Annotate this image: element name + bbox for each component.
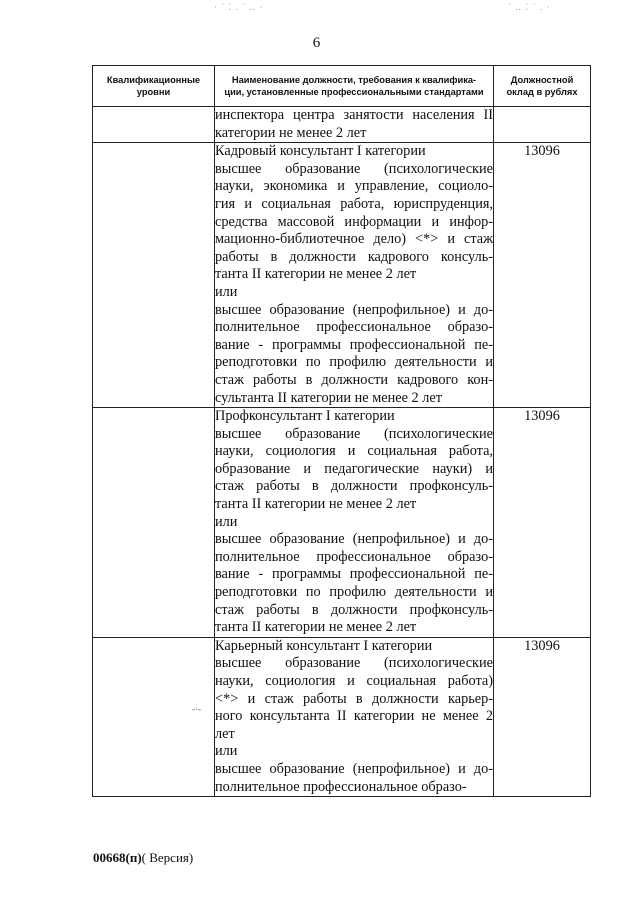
requirement-line: танта II категории не менее 2 лет [215,619,417,636]
qualification-table [92,65,591,797]
scan-artifact-left: · ˙ ⁚ . ˙ ‥ · [214,2,264,12]
requirement-line: Профконсультант I категории [215,408,395,425]
level-cell [93,637,215,796]
requirement-line: полнительное профессиональное образо- [215,548,493,565]
requirement-line: реподготовки по профилю деятельности и [215,584,493,601]
requirement-line: или [215,283,238,300]
requirement-line: высшее образование (непрофильное) и до- [215,531,493,548]
salary-cell [494,107,591,143]
requirement-line: высшее образование (непрофильное) и до- [215,301,493,318]
requirements-cell [215,107,494,143]
requirement-line: науки, социология и социальная работа) [215,673,493,689]
requirement-line: стаж работы в должности кадрового кон- [215,371,493,388]
requirement-line: реподготовки по профилю деятельности и [215,354,493,371]
requirement-line: полнительное профессиональное образо- [215,778,467,795]
table-header-row [93,66,591,107]
requirement-line: лет [215,725,235,742]
requirements-cell [215,143,494,408]
header-position-requirements [215,66,494,107]
table-row [93,408,591,638]
scan-artifact-right: ˙ ‥ ⁚ ˙ . · [508,2,551,12]
requirement-line: категории не менее 2 лет [215,124,367,141]
requirements-cell [215,408,494,638]
table-row [93,637,591,796]
requirement-line: гия и социальная работа, юриспруденция, [215,195,493,212]
header-salary [494,66,591,107]
requirement-line: мационно-библиотечное дело) <*> и стаж [215,231,493,248]
requirement-line: высшее образование (непрофильное) и до- [215,760,493,777]
header-line: оклад в рублях [506,87,578,97]
requirement-line: стаж работы в должности профконсуль- [215,478,493,495]
salary-cell: 13096 [494,637,591,796]
requirement-line: инспектора центра занятости населения II [215,107,493,123]
level-cell [93,143,215,408]
requirement-line: Карьерный консультант I категории [215,637,433,654]
table-row [93,143,591,408]
header-line: Наименование должности, требования к квалифика- [231,75,477,85]
requirement-line: вание - программы профессиональной пе- [215,336,493,353]
header-line: Должностной [510,75,574,85]
salary-cell: 13096 [494,143,591,408]
requirement-line: танта II категории не менее 2 лет [215,266,417,283]
page-number: 6 [312,35,321,51]
requirement-line: полнительное профессиональное образо- [215,319,493,336]
requirement-line: высшее образование (психологические [215,160,493,177]
header-line: Квалификационные [106,75,201,85]
requirement-line: ного консультанта II категории не менее 2 [215,708,493,725]
requirement-line: высшее образование (психологические [215,655,493,672]
requirement-line: науки, социология и социальная работа, [215,443,493,460]
requirement-line: высшее образование (психологические [215,425,493,442]
table-body [93,107,591,797]
requirement-line: <*> и стаж работы в должности карьер- [215,690,493,707]
level-cell [93,107,215,143]
requirement-line: работы в должности кадрового консуль- [215,248,493,265]
header-line: уровни [136,87,171,97]
header-line: ции, установленные профессиональными стандартами [224,87,484,97]
requirement-line: средства массовой информации и инфор- [215,213,493,230]
requirement-line: стаж работы в должности профконсуль- [215,601,493,618]
requirement-line: или [215,743,238,760]
requirement-line: образование и педагогические науки) и [215,460,493,477]
requirement-line: Кадровый консультант I категории [215,143,426,160]
requirement-line: танта II категории не менее 2 лет [215,496,417,513]
level-cell [93,408,215,638]
margin-mark: -·- [192,704,201,714]
table-row [93,107,591,143]
requirement-line: науки, экономика и управление, социоло- [215,178,493,195]
document-code: 00668(п) [93,850,142,865]
requirements-cell [215,637,494,796]
header-qualification-levels [93,66,215,107]
requirement-line: сультанта II категории не менее 2 лет [215,389,442,406]
requirement-line: вание - программы профессиональной пе- [215,566,493,583]
footer-document-code [93,850,193,866]
salary-cell: 13096 [494,408,591,638]
requirement-line: или [215,513,238,530]
version-label: ( Версия) [141,850,194,865]
